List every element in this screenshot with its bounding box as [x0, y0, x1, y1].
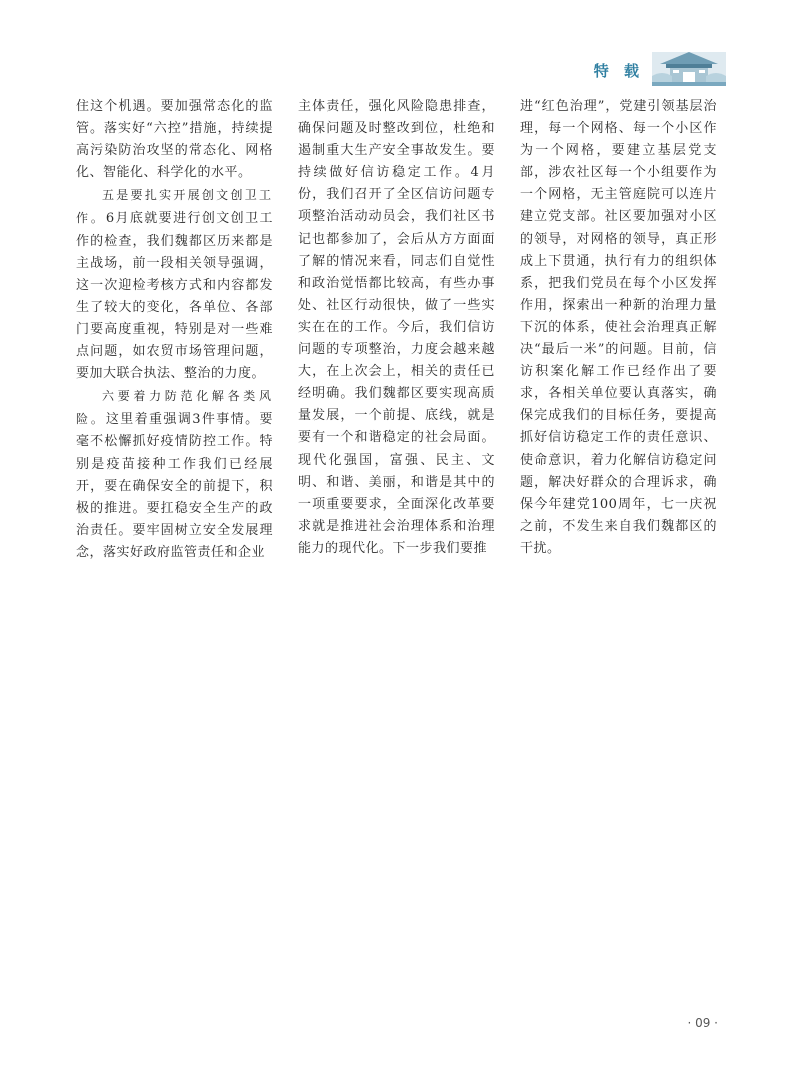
- paragraph: [520, 96, 717, 560]
- paragraph-text: 住这个机遇。要加强常态化的监管。落实好“六控”措施，持续提高污染防治攻坚的常态化、网格化、智能化、科学化的水平。: [76, 99, 273, 181]
- paragraph: [76, 385, 273, 564]
- paragraph-text: 这里着重强调3件事情。要毫不松懈抓好疫情防控工作。特别是疫苗接种工作我们已经展开，要在确保安全的前提下，积极的推进。要扛稳安全生产的政治责任。要牢固树立安全发展理念，落实好政府监管责任和企业: [76, 412, 273, 560]
- section-header: [526, 46, 726, 86]
- text-column-3: [520, 96, 717, 560]
- paragraph-text: 主体责任，强化风险隐患排查，确保问题及时整改到位，杜绝和遏制重大生产安全事故发生。要持续做好信访稳定工作。4月份，我们召开了全区信访问题专项整治活动动员会，我们社区书记也都参加了，会后从方方面面了解的情况来看，同志们自觉性和政治觉悟都比较高，有些办事处、社区行动很快，做了一些实实在在的工作。今后，我们信访问题的专项整治，力度会越来越大，在上次会上，相关的责任已经明确。我们魏都区要实现高质量发展，一个前提、底线，就是要有一个和谐稳定的社会局面。现代化强国，富强、民主、文明、和谐、美丽，和谐是其中的一项重要要求，全面深化改革要求就是推进社会治理体系和治理能力的现代化。下一步我们要推: [298, 99, 495, 556]
- text-column-2: [298, 96, 495, 560]
- paragraph-heading: 六要着力防范化解各类风险。: [76, 389, 273, 427]
- paragraph-heading: 五是要扎实开展创文创卫工作。: [76, 188, 273, 226]
- text-column-1: [76, 96, 273, 564]
- paragraph: [76, 96, 273, 184]
- gate-building-icon: [652, 46, 726, 86]
- paragraph: [298, 96, 495, 560]
- section-label: 特 载: [593, 62, 644, 80]
- paragraph: [76, 184, 273, 385]
- page-number: · 09 ·: [687, 1016, 718, 1030]
- paragraph-text: 6月底就要进行创文创卫工作的检查，我们魏都区历来都是主战场，前一段相关领导强调，这一次迎检考核方式和内容都发生了较大的变化，各单位、各部门要高度重视，特别是对一些难点问题，如农贸市场管理问题，要加大联合执法、整治的力度。: [76, 211, 273, 382]
- paragraph-text: 进“红色治理”，党建引领基层治理，每一个网格、每一个小区作为一个网格，要建立基层党支部，涉农社区每一个小组要作为一个网格，无主管庭院可以连片建立党支部。社区要加强对小区的领导，对网格的领导，真正形成上下贯通，执行有力的组织体系，把我们党员在每个小区发挥作用，探索出一种新的治理力量下沉的体系，使社会治理真正解决“最后一米”的问题。目前，信访积案化解工作已经作出了要求，各相关单位要认真落实，确保完成我们的目标任务，要提高抓好信访稳定工作的责任意识、使命意识，着力化解信访稳定问题，解决好群众的合理诉求，确保今年建党100周年，七一庆祝之前，不发生来自我们魏都区的干扰。: [520, 99, 717, 556]
